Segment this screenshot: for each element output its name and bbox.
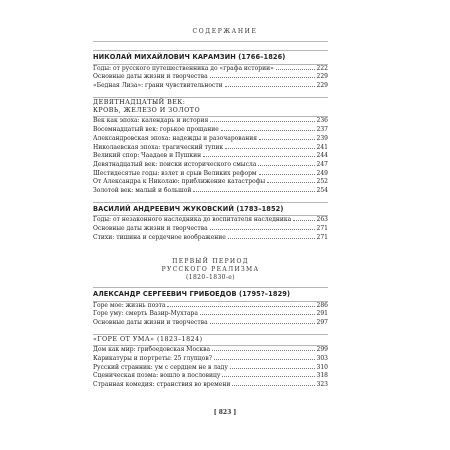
entry-page: 236	[316, 117, 328, 125]
entry-title: Странная комедия: странствия во времени	[93, 380, 231, 388]
toc-entry[interactable]	[93, 82, 328, 91]
entry-page: 286	[316, 301, 328, 309]
dot-leader	[228, 238, 315, 239]
toc-entry[interactable]	[93, 117, 328, 126]
toc-entry[interactable]	[93, 187, 328, 196]
entry-title: Годы: от русского путешественника до «графа истории»	[93, 64, 274, 72]
entry-page: 229	[316, 81, 328, 89]
author-name: АЛЕКСАНДР СЕРГЕЕВИЧ ГРИБОЕДОВ	[93, 290, 237, 299]
dot-leader	[259, 139, 315, 140]
toc-entry[interactable]	[93, 302, 328, 311]
entry-page: 297	[316, 319, 328, 327]
toc-entry[interactable]	[93, 355, 328, 364]
header-rule	[93, 41, 328, 42]
toc-entry[interactable]	[93, 310, 328, 319]
entry-page: 303	[316, 354, 328, 362]
entry-title: Годы: от незаконного наследника до воспитателя наследника	[93, 216, 292, 224]
entry-page: 222	[316, 64, 328, 72]
entry-title: Александровская эпоха: надежды и разочарования	[93, 134, 258, 142]
section-heading-19th-century	[93, 98, 328, 117]
author-name: НИКОЛАЙ МИХАЙЛОВИЧ КАРАМЗИН	[93, 53, 236, 61]
author-dates: (1766–1826)	[238, 53, 286, 61]
entry-title: Основные даты жизни и творчества	[93, 319, 208, 327]
toc-content	[93, 44, 328, 390]
entry-title: От Александра к Николаю: приближение катастрофы	[93, 178, 266, 186]
toc-entry[interactable]	[93, 73, 328, 82]
heading-line: ДЕВЯТНАДЦАТЫЙ ВЕК:	[93, 98, 186, 106]
entry-title: Горе мое: жизнь поэта	[93, 301, 166, 309]
entry-page: 299	[316, 346, 328, 354]
author-dates: (1783–1852)	[236, 204, 284, 213]
entry-title: «Бедная Лиза»: грани чувствительности	[93, 81, 223, 89]
dot-leader	[203, 156, 314, 157]
author-dates: (1795?–1829)	[239, 290, 291, 299]
entry-title: Сценическая поэма: вошло в пословицу	[93, 372, 221, 380]
entry-page: 252	[316, 178, 328, 186]
entry-title: Горе уму: смерть Вазир-Мухтара	[93, 310, 198, 318]
section-heading-zhukovsky	[93, 203, 328, 216]
toc-entry[interactable]	[93, 144, 328, 153]
toc-entry[interactable]	[93, 126, 328, 135]
entry-page: 237	[316, 126, 328, 134]
heading-line: КРОВЬ, ЖЕЛЕЗО И ЗОЛОТО	[93, 107, 201, 115]
entry-title: Основные даты жизни и творчества	[93, 224, 208, 232]
toc-entry[interactable]	[93, 135, 328, 144]
entry-title: Основные даты жизни и творчества	[93, 73, 208, 81]
dot-leader	[210, 77, 315, 78]
toc-entry[interactable]	[93, 170, 328, 179]
entry-page: 323	[316, 380, 328, 388]
toc-entry[interactable]	[93, 346, 328, 355]
page-header-title: СОДЕРЖАНИЕ	[192, 28, 258, 35]
entry-title: Русский странник: ум с сердцем не в ладу	[93, 363, 228, 371]
author-name: ВАСИЛИЙ АНДРЕЕВИЧ ЖУКОВСКИЙ	[93, 204, 234, 213]
toc-entry[interactable]	[93, 381, 328, 390]
period-line: РУССКОГО РЕАЛИЗМА	[161, 265, 260, 273]
entry-page: 244	[316, 152, 328, 160]
dot-leader	[225, 148, 314, 149]
toc-entry[interactable]	[93, 225, 328, 234]
page-number-bracket-left: [	[213, 409, 217, 416]
dot-leader	[210, 229, 315, 230]
toc-entry[interactable]	[93, 234, 328, 243]
dot-leader	[258, 165, 314, 166]
toc-entry[interactable]	[93, 372, 328, 381]
entry-title: Девятнадцатый век: поиски исторического смысла	[93, 160, 257, 168]
period-line: ПЕРВЫЙ ПЕРИОД	[172, 258, 249, 266]
entry-page: 241	[316, 143, 328, 151]
section-heading-karamzin	[93, 51, 328, 64]
dot-leader	[293, 220, 314, 221]
dot-leader	[232, 385, 314, 386]
dot-leader	[225, 86, 315, 87]
dot-leader	[210, 323, 315, 324]
dot-leader	[193, 191, 314, 192]
entry-title: Шестидесятые годы: взлет и срыв Великих реформ	[93, 169, 257, 177]
period-years: (1820–1830-е)	[186, 273, 235, 281]
toc-entry[interactable]	[93, 319, 328, 328]
page-number-value: 823	[218, 409, 232, 416]
page-number	[0, 409, 450, 416]
entry-title: Восемнадцатый век: горькое прощание	[93, 126, 219, 134]
dot-leader	[167, 306, 314, 307]
entry-page: 249	[316, 169, 328, 177]
entry-page: 291	[316, 310, 328, 318]
entry-title: Николаевская эпоха: трагический тупик	[93, 143, 224, 151]
entry-page: 229	[316, 73, 328, 81]
dot-leader	[222, 376, 314, 377]
entry-page: 310	[316, 363, 328, 371]
toc-entry[interactable]	[93, 161, 328, 170]
toc-entry[interactable]	[93, 65, 328, 74]
entry-title: Великий спор: Чаадаев и Пушкин	[93, 152, 202, 160]
page-number-bracket-right: ]	[233, 409, 237, 416]
entry-title: Золотой век: малый и большой	[93, 186, 192, 194]
entry-title: Стихи: тишина и сердечное воображение	[93, 233, 226, 241]
entry-page: 239	[316, 134, 328, 142]
dot-leader	[276, 69, 315, 70]
dot-leader	[259, 174, 315, 175]
entry-title: Карикатуры и портреты: 25 глупцов?	[93, 354, 212, 362]
dot-leader	[221, 130, 315, 131]
toc-entry[interactable]	[93, 178, 328, 187]
entry-title: Век как эпоха: календарь и история	[93, 117, 209, 125]
dot-leader	[267, 182, 314, 183]
toc-entry[interactable]	[93, 152, 328, 161]
entry-page: 271	[316, 233, 328, 241]
dot-leader	[214, 359, 315, 360]
toc-entry[interactable]	[93, 364, 328, 373]
dot-leader	[230, 368, 315, 369]
section-heading-griboedov	[93, 288, 328, 301]
entry-page: 318	[316, 372, 328, 380]
dot-leader	[200, 314, 315, 315]
work-subheading: «ГОРЕ ОТ УМА» (1823–1824)	[93, 335, 203, 343]
toc-entry[interactable]	[93, 216, 328, 225]
entry-page: 254	[316, 186, 328, 194]
entry-page: 247	[316, 160, 328, 168]
entry-page: 263	[316, 216, 328, 224]
entry-page: 271	[316, 224, 328, 232]
period-heading	[93, 258, 328, 281]
dot-leader	[210, 121, 314, 122]
dot-leader	[212, 350, 314, 351]
entry-title: Дом как мир: грибоедовская Москва	[93, 346, 211, 354]
